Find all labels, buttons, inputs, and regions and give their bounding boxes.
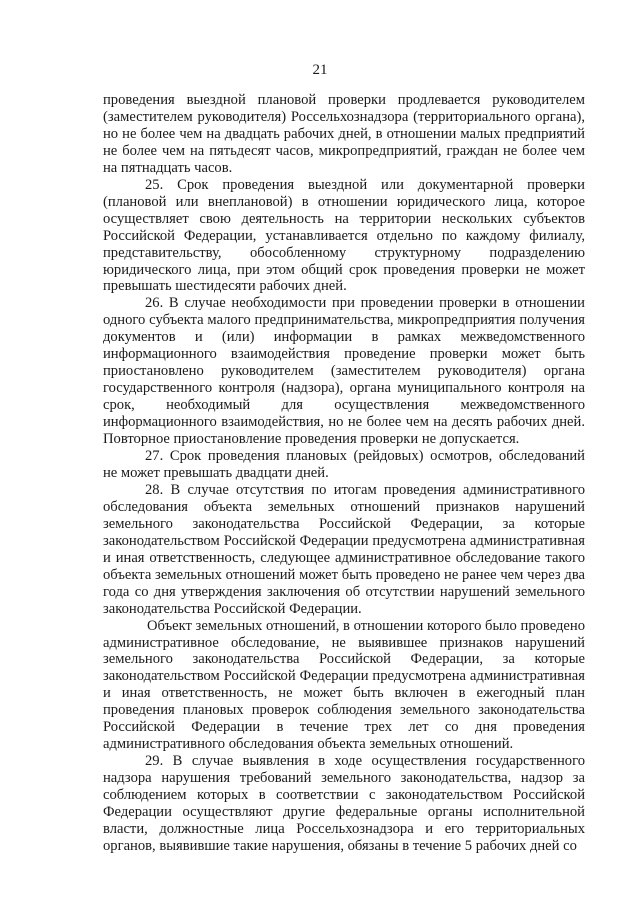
paragraph-25: 25. Срок проведения выездной или документарной проверки (плановой или внеплановой) в отношении юридического лица, которое осуществляет свою деятельность на территории нескольких субъектов Российской Федерации, устанавливается отдельно по каждому филиалу, представительству, обособленному структурному подразделению юридического лица, при этом общий срок проведения проверки не может превышать шестидесяти рабочих дней. <box>103 176 585 295</box>
paragraph-28: 28. В случае отсутствия по итогам проведения административного обследования объекта земельных отношений признаков нарушений земельного законодательства Российской Федерации, за которые законодательством Российской Федерации предусмотрена административная и иная ответственность, следующее административное обследование такого объекта земельных отношений может быть проведено не ранее чем через два года со дня утверждения заключения об отсутствии нарушений земельного законодательства Российской Федерации. <box>103 481 585 617</box>
document-body <box>103 92 585 855</box>
paragraph-28-continued: Объект земельных отношений, в отношении которого было проведено административное обследование, не выявившее признаков нарушений земельного законодательства Российской Федерации, за которые законодательством Российской Федерации предусмотрена административная и иная ответственность, не может быть включен в ежегодный план проведения плановых проверок соблюдения земельного законодательства Российской Федерации в течение трех лет со дня проведения административного обследования объекта земельных отношений. <box>103 617 586 753</box>
paragraph-29: 29. В случае выявления в ходе осуществления государственного надзора нарушения требований земельного законодательства, надзор за соблюдением которых в соответствии с законодательством Российской Федерации осуществляют другие федеральные органы исполнительной власти, должностные лица Россельхознадзора и его территориальных органов, выявившие такие нарушения, обязаны в течение 5 рабочих дней со <box>103 753 585 854</box>
paragraph-27: 27. Срок проведения плановых (рейдовых) осмотров, обследований не может превышать двадцати дней. <box>103 448 585 481</box>
paragraph-continuation: проведения выездной плановой проверки продлевается руководителем (заместителем руководителя) Россельхознадзора (территориального органа), но не более чем на двадцать рабочих дней, в отношении малых предприятий не более чем на пятьдесят часов, микропредприятий, граждан не более чем на пятнадцать часов. <box>103 92 585 176</box>
page-number: 21 <box>312 62 328 78</box>
paragraph-26: 26. В случае необходимости при проведении проверки в отношении одного субъекта малого предпринимательства, микропредприятия получения документов и (или) информации в рамках межведомственного информационного взаимодействия проведение проверки может быть приостановлено руководителем (заместителем руководителя) органа государственного контроля (надзора), органа муниципального контроля на срок, необходимый для осуществления межведомственного информационного взаимодействия, но не более чем на десять рабочих дней. Повторное приостановление проведения проверки не допускается. <box>103 295 585 448</box>
